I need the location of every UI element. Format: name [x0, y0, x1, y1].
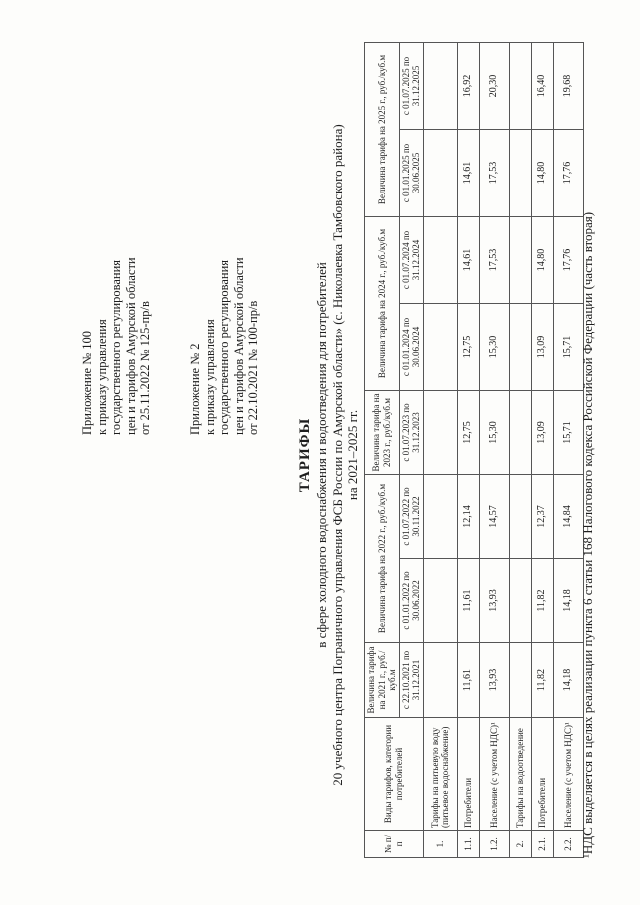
tariff-value: 14,57 [479, 475, 509, 559]
table-row [457, 43, 479, 858]
appendix-2-line: к приказу управления [202, 319, 217, 435]
document-title: ТАРИФЫ [297, 417, 313, 493]
row-num: 1.1. [457, 831, 479, 858]
tariff-value: 15,30 [479, 391, 509, 475]
tariff-value: 13,93 [479, 559, 509, 643]
table-section-row [423, 43, 457, 858]
tariff-value: 14,61 [457, 130, 479, 217]
tariff-value: 17,53 [479, 130, 509, 217]
subtitle-line: 20 учебного центра Пограничного управления ФСБ России по Амурской области» (с. Николаевка Тамбовского района) [329, 124, 345, 786]
row-label: Население (с учетом НДС)¹ [553, 718, 583, 831]
period-cell: с 01.07.2025 по 31.12.2025 [399, 43, 423, 130]
appendix-1-line: государственного регулирования [109, 259, 124, 435]
tariff-value: 16,40 [531, 43, 553, 130]
table-row [553, 43, 583, 858]
tariff-value: 11,82 [531, 559, 553, 643]
period-cell: с 01.01.2022 по 30.06.2022 [399, 559, 423, 643]
appendix-1-line: цен и тарифов Амурской области [123, 257, 138, 435]
appendix-2-line: от 22.10.2021 № 100-пр/в [246, 300, 261, 435]
header-num: № п/п [365, 831, 424, 858]
tariff-value: 11,61 [457, 559, 479, 643]
row-label: Население (с учетом НДС)¹ [479, 718, 509, 831]
tariff-value: 17,76 [553, 217, 583, 304]
period-cell: с 01.07.2022 по 30.11.2022 [399, 475, 423, 559]
tariff-value: 15,30 [479, 304, 509, 391]
tariff-value: 11,82 [531, 643, 553, 718]
tariff-value: 20,30 [479, 43, 509, 130]
header-year-2025: Величина тарифа на 2025 г., руб./куб.м [365, 43, 400, 217]
tariff-value: 12,14 [457, 475, 479, 559]
row-label: Потребители [531, 718, 553, 831]
tariff-table [364, 42, 584, 858]
tariff-value: 14,61 [457, 217, 479, 304]
tariff-value: 16,92 [457, 43, 479, 130]
period-cell: с 01.01.2024 по 30.06.2024 [399, 304, 423, 391]
tariff-value: 13,93 [479, 643, 509, 718]
tariff-value: 17,53 [479, 217, 509, 304]
tariff-value: 15,71 [553, 304, 583, 391]
tariff-value: 14,84 [553, 475, 583, 559]
title-block [296, 25, 361, 885]
appendix-1-line: к приказу управления [94, 319, 109, 435]
appendix-2-line: Приложение № 2 [188, 343, 202, 435]
tariff-value: 13,09 [531, 391, 553, 475]
tariff-value: 12,37 [531, 475, 553, 559]
subtitle-line: на 2021–2025 гг. [345, 409, 360, 501]
appendix-1-line: от 25.11.2022 № 125-пр/в [138, 301, 153, 435]
table-header-row [365, 43, 400, 858]
row-label: Тарифы на водоотведение [509, 718, 531, 831]
tariff-value: 11,61 [457, 643, 479, 718]
table-row [531, 43, 553, 858]
row-label: Потребители [457, 718, 479, 831]
tariff-value: 12,75 [457, 391, 479, 475]
tariff-value: 14,18 [553, 643, 583, 718]
appendix-1-line: Приложение № 100 [80, 330, 94, 435]
period-cell: с 01.07.2024 по 31.12.2024 [399, 217, 423, 304]
table-row [479, 43, 509, 858]
header-year-2021: Величина тарифа на 2021 г., руб./куб.м [365, 643, 400, 718]
period-cell: с 01.07.2023 по 31.12.2023 [399, 391, 423, 475]
tariff-value: 14,80 [531, 130, 553, 217]
table-section-row [509, 43, 531, 858]
row-num: 2. [509, 831, 531, 858]
row-num: 1. [423, 831, 457, 858]
row-num: 2.2. [553, 831, 583, 858]
tariff-value: 12,75 [457, 304, 479, 391]
tariff-value: 13,09 [531, 304, 553, 391]
header-year-2022: Величина тарифа на 2022 г., руб./куб.м [365, 475, 400, 643]
period-cell: с 22.10.2021 по 31.12.2021 [399, 643, 423, 718]
vat-footnote: ¹НДС выделяется в целях реализации пункта 6 статьи 168 Налогового кодекса Российской Федерации (часть вторая) [580, 211, 595, 858]
header-type: Виды тарифов, категории потребителей [365, 718, 424, 831]
header-year-2023: Величина тарифа на 2023 г., руб./куб.м [365, 391, 400, 475]
tariff-value: 14,80 [531, 217, 553, 304]
tariff-value: 17,76 [553, 130, 583, 217]
tariff-value: 14,18 [553, 559, 583, 643]
tariff-value: 15,71 [553, 391, 583, 475]
appendix-2-line: цен и тарифов Амурской области [231, 257, 246, 435]
subtitle-line: в сфере холодного водоснабжения и водоотведения для потребителей [314, 262, 329, 648]
appendix-1-block [80, 257, 153, 435]
row-label: Тарифы на питьевую воду (питьевое водоснабжение) [423, 718, 457, 831]
header-year-2024: Величина тарифа на 2024 г., руб./куб.м [365, 217, 400, 391]
rotated-landscape-content [10, 25, 610, 885]
tariff-value: 19,68 [553, 43, 583, 130]
row-num: 1.2. [479, 831, 509, 858]
period-cell: с 01.01.2025 по 30.06.2025 [399, 130, 423, 217]
appendix-2-line: государственного регулирования [217, 259, 232, 435]
appendix-2-block [188, 257, 261, 435]
row-num: 2.1. [531, 831, 553, 858]
